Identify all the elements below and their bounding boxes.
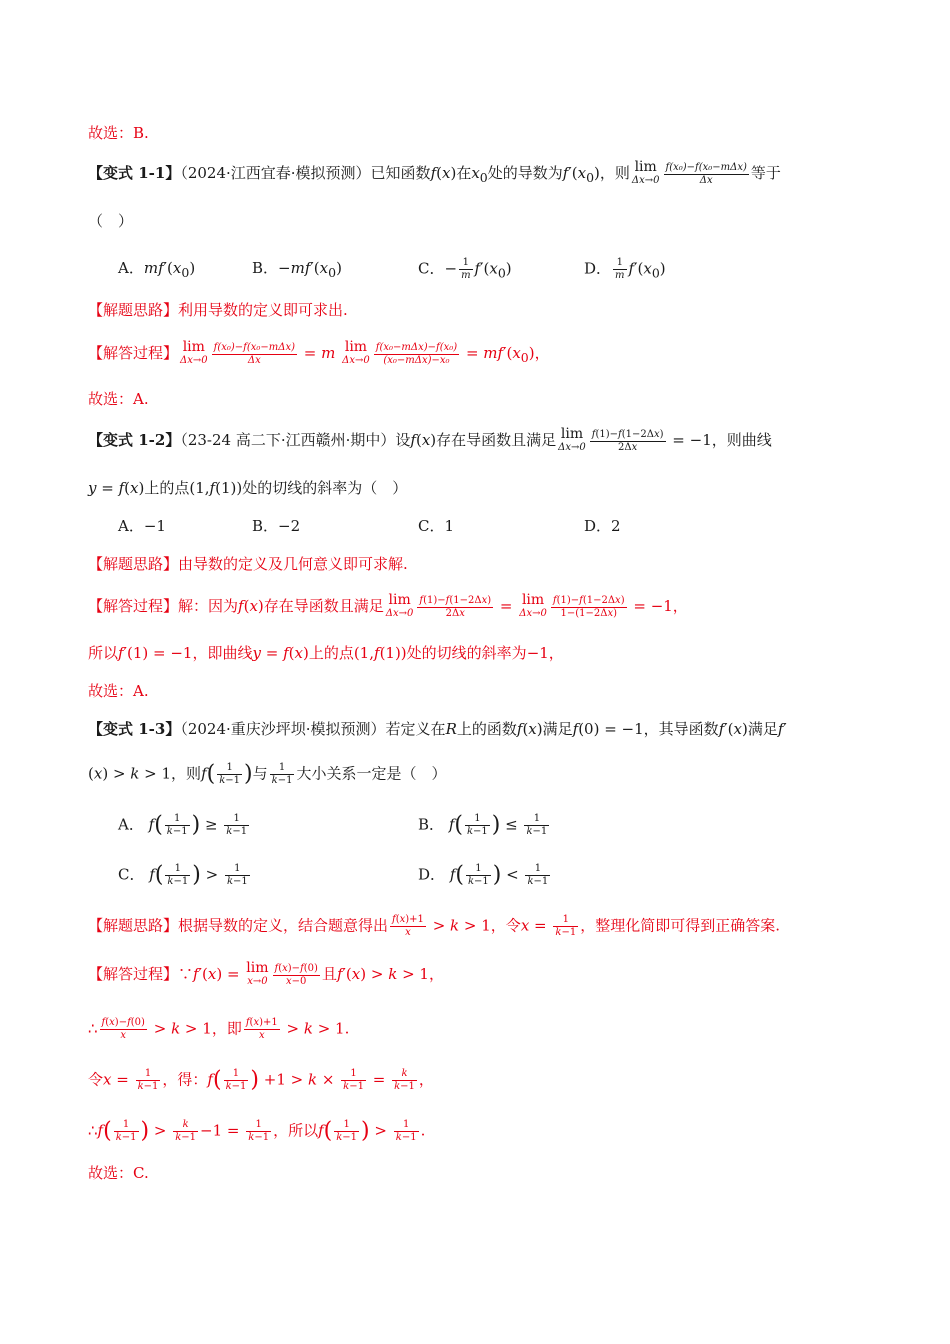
q13-process-line3: 令x = $\frac{1}{k-1}$ ，得：f( $\frac{1}{k-1}$ ) +1 > k × $\frac{1}{k-1}$ = $\frac{k}{k-1}$ ， <box>88 1067 434 1093</box>
q11-option-b: B．$-mf'(x_0)$ <box>252 259 342 280</box>
q12-process-line2: 所以f′(1) = −1，即曲线y = f(x)上的点(1,f(1))处的切线的斜率为−1， <box>88 644 564 662</box>
q12-thinking: 【解题思路】由导数的定义及几何意义即可求解. <box>88 555 408 573</box>
q13-option-d: D． f( $\frac{1}{k-1}$ ) < $\frac{1}{k-1}$ <box>418 862 549 888</box>
q11-process: 【解答过程】 lim Δx→0 $\frac{\text{f(x₀)−f(x₀−mΔx)}}{\Delta x}$ = m lim Δx→0 $\frac{\text{f(x₀−mΔx)−f(x₀)}}{\text{(x₀−mΔx)−x₀}}$ = $mf'(x_0)$， <box>88 339 550 366</box>
q13-stem-line1: 【变式 1-3】（2024·重庆沙坪坝·模拟预测）若定义在R上的函数f(x)满足f(0) = −1，其导函数f′(x)满足f′ <box>88 720 787 738</box>
q12-head: 【变式 1-2】 <box>88 431 181 449</box>
q13-option-a: A． f( $\frac{1}{k-1}$ ) ≥ $\frac{1}{k-1}$ <box>118 812 248 838</box>
answer-previous: 故选：B. <box>88 124 149 142</box>
q12-process: 【解答过程】解：因为f(x)存在导函数且满足 lim Δx→0 $\frac{f(1)-f(1-2\Delta x)}{2\Delta x}$ = lim Δx→0 $\frac{f(1)-f(1-2\Delta x)}{1-(1-2\Delta x)}$ = −1， <box>88 592 688 619</box>
q12-option-c: C．1 <box>418 517 455 535</box>
q11-text: 在 <box>456 164 472 182</box>
q12-source: （23-24 高二下·江西赣州·期中） <box>180 431 396 449</box>
fraction: $\frac{\text{f(x₀)−f(x₀−mΔx)}}{\Delta x}$ <box>665 161 747 186</box>
q13-option-b: B． f( $\frac{1}{k-1}$ ) ≤ $\frac{1}{k-1}$ <box>418 812 548 838</box>
q13-process-line2: ∴ $\frac{f(x)-f(0)}{x}$ > k > 1，即 $\frac{f(x)+1}{x}$ > k > 1. <box>88 1017 350 1041</box>
q13-thinking: 【解题思路】根据导数的定义，结合题意得出 $\frac{f(x)+1}{x}$ > k > 1，令x = $\frac{1}{k-1}$ ，整理化简即可得到正确答案. <box>88 914 780 938</box>
q12-option-a: A．−1 <box>118 517 166 535</box>
q11-text: 处的导数为 <box>487 164 563 182</box>
q11-option-d: D． $\frac{1}{m}$ $f'(x_0)$ <box>584 257 666 281</box>
q11-option-a: A．$mf'(x_0)$ <box>118 259 196 280</box>
q11-head: 【变式 1-1】 <box>88 164 181 182</box>
q11-text: 等于 <box>750 164 781 182</box>
q13-source: （2024·重庆沙坪坝·模拟预测） <box>180 720 386 738</box>
q12-stem-line2: y = f(x)上的点(1,f(1))处的切线的斜率为（ ） <box>88 479 408 497</box>
q11-answer: 故选：A. <box>88 390 149 408</box>
q12-answer: 故选：A. <box>88 682 149 700</box>
q13-answer: 故选：C. <box>88 1164 149 1182</box>
q13-stem-line2: (x) > k > 1，则f( $\frac{1}{k-1}$ )与 $\frac{1}{k-1}$ 大小关系一定是（ ） <box>88 761 447 787</box>
q11-thinking: 【解题思路】利用导数的定义即可求出. <box>88 301 348 319</box>
q11-option-c: C．− $\frac{1}{m}$ $f'(x_0)$ <box>418 257 512 281</box>
q11-source: （2024·江西宜春·模拟预测） <box>180 164 371 182</box>
limit-symbol: lim Δx→0 <box>631 159 660 186</box>
q13-process-line4: ∴f( $\frac{1}{k-1}$ ) > $\frac{k}{k-1}$ −1 = $\frac{1}{k-1}$ ，所以f( $\frac{1}{k-1}$ ) > $\frac{1}{k-1}$ . <box>88 1118 426 1144</box>
q12-stem-line1: 【变式 1-2】（23-24 高二下·江西赣州·期中）设f(x)存在导函数且满足 lim Δx→0 $\frac{f(1)-f(1-2\Delta x)}{2\Delta x}$ = −1，则曲线 <box>88 426 772 453</box>
q13-process: 【解答过程】∵f′(x) = lim x→0 $\frac{f(x)-f(0)}{x-0}$ 且f′(x) > k > 1， <box>88 960 444 987</box>
q11-text: ，则 <box>599 164 630 182</box>
q12-option-b: B．−2 <box>252 517 301 535</box>
q13-option-c: C． f( $\frac{1}{k-1}$ ) > $\frac{1}{k-1}$ <box>118 862 248 888</box>
q12-option-d: D．2 <box>584 517 621 535</box>
q13-head: 【变式 1-3】 <box>88 720 181 738</box>
q11-paren: （ ） <box>88 212 134 230</box>
q11-stem-line1: 【变式 1-1】（2024·江西宜春·模拟预测）已知函数f(x)在$x_0$处的导数为$f'(x_0)$，则 lim Δx→0 $\frac{\text{f(x₀)−f(x₀−mΔx)}}{\Delta x}$ 等于 <box>88 159 781 186</box>
q11-text: 已知函数 <box>370 164 431 182</box>
